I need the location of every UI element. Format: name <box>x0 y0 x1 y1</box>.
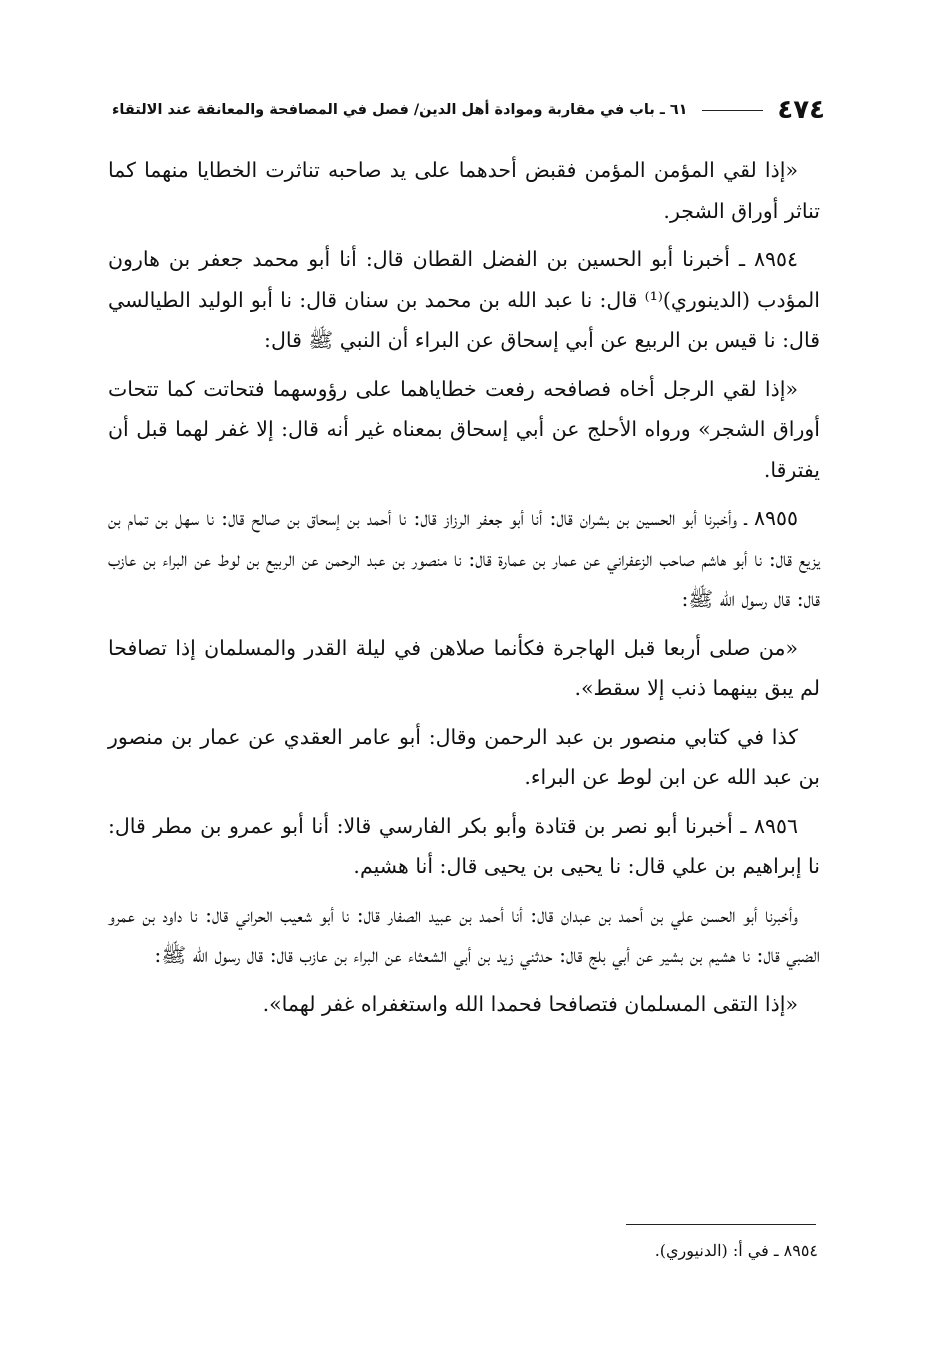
hadith-text-paragraph: «من صلى أربعا قبل الهاجرة فكأنما صلاهن في ليلة القدر والمسلمان إذا تصافحا لم يبق بينهما ذنب إلا سقط». <box>108 635 820 700</box>
hadith-text-paragraph: «إذا التقى المسلمان فتصافحا فحمدا الله واستغفراه غفر لهما». <box>262 991 798 1016</box>
isnad-paragraph: وأخبرنا أبو الحسن علي بن أحمد بن عبدان قال: أنا أحمد بن عبيد الصفار قال: نا أبو شعيب الحراني قال: نا داود بن عمرو الضبي قال: نا هشيم بن بشير عن أبي بلج قال: حدثني زيد بن أبي الشعثاء عن البراء بن عازب قال: قال رسول الله ﷺ: <box>108 902 820 967</box>
hadith-text-paragraph: «إذا لقي المؤمن المؤمن فقبض أحدهما على يد صاحبه تناثرت الخطايا منهما كما تناثر أوراق الشجر. <box>108 158 820 223</box>
header-rule <box>702 110 764 111</box>
main-text <box>108 150 820 1032</box>
commentary-paragraph: كذا في كتابي منصور بن عبد الرحمن وقال: أبو عامر العقدي عن عمار بن منصور بن عبد الله عن ابن لوط عن البراء. <box>108 724 820 789</box>
hadith-text-paragraph: «إذا لقي الرجل أخاه فصافحه رفعت خطاياهما على رؤوسهما فتحاتت كما تتحات أوراق الشجر» ورواه الأحلج عن أبي إسحاق بمعناه غير أنه قال: إلا غفر لهما قبل أن يفترقا. <box>108 376 820 482</box>
hadith-8955-isnad: ٨٩٥٥ ـ وأخبرنا أبو الحسين بن بشران قال: أنا أبو جعفر الرزاز قال: نا أحمد بن إسحاق بن صالح قال: نا سهل بن تمام بن يزيع قال: نا أبو هاشم صاحب الزعفراني عن عمار بن عمارة قال: نا منصور بن عبد الرحمن عن الربيع بن لوط عن البراء بن عازب قال: قال رسول الله ﷺ: <box>108 506 820 611</box>
running-title: ٦١ ـ باب في مقاربة وموادة أهل الدين/ فصل في المصافحة والمعانقة عند الالتقاء <box>112 102 688 118</box>
footnote: ٨٩٥٤ ـ في أ: (الدنيوري). <box>654 1241 818 1260</box>
page-header <box>112 92 825 128</box>
page-number: ٤٧٤ <box>777 95 825 125</box>
footnote-rule <box>626 1224 816 1225</box>
hadith-8954-isnad: ٨٩٥٤ ـ أخبرنا أبو الحسين بن الفضل القطان قال: أنا أبو محمد جعفر بن هارون المؤدب (الدينوري)⁽¹⁾ قال: نا عبد الله بن محمد بن سنان قال: نا أبو الوليد الطيالسي قال: نا قيس بن الربيع عن أبي إسحاق عن البراء أن النبي ﷺ قال: <box>108 247 820 352</box>
hadith-8956-isnad: ٨٩٥٦ ـ أخبرنا أبو نصر بن قتادة وأبو بكر الفارسي قالا: أنا أبو عمرو بن مطر قال: نا إبراهيم بن علي قال: نا يحيى بن يحيى قال: أنا هشيم. <box>108 813 820 878</box>
